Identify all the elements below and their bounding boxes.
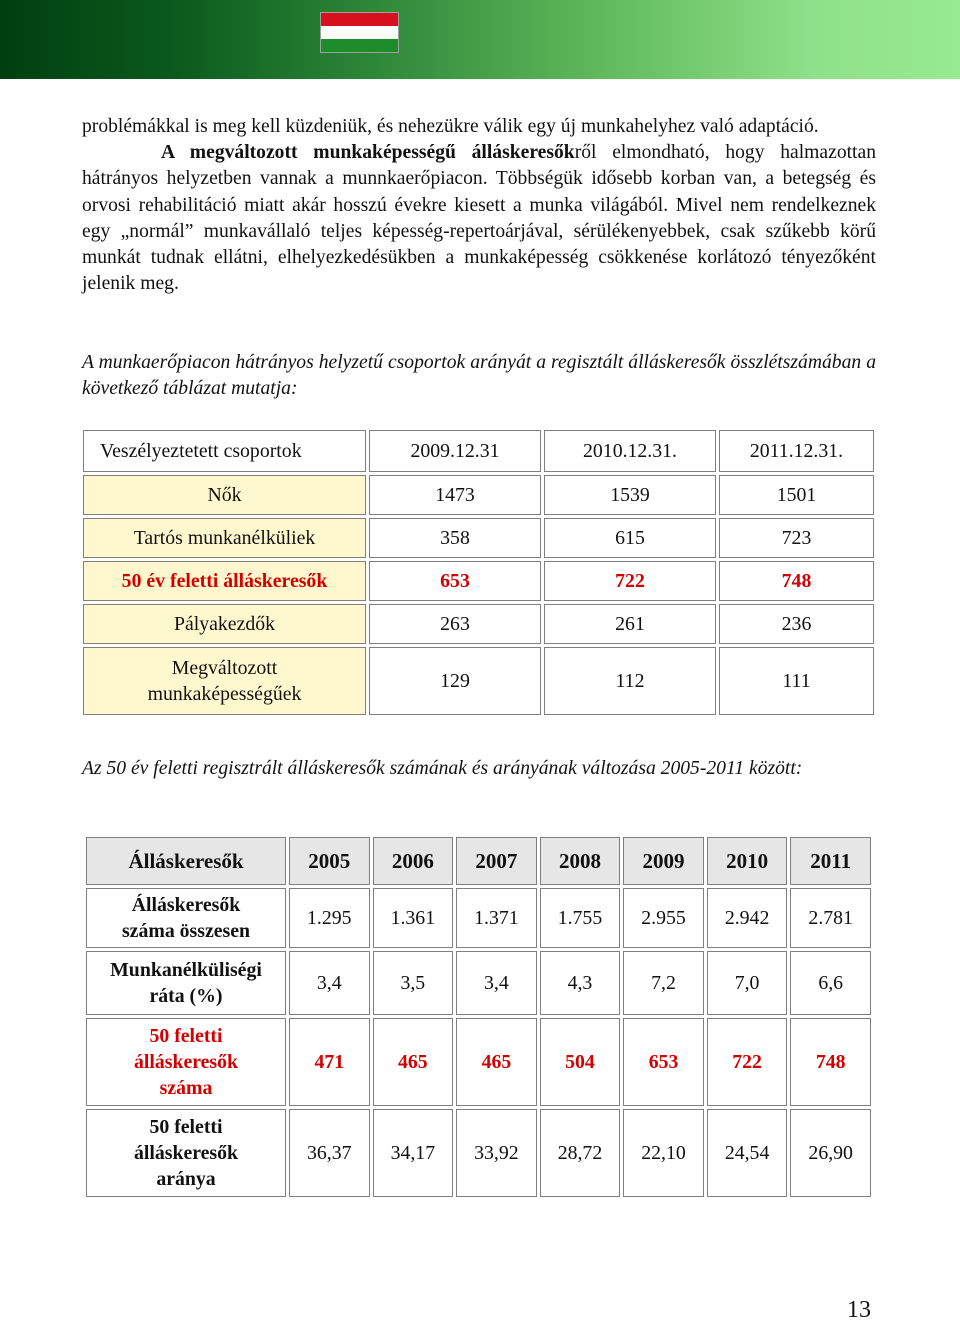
table-header-row: [83, 430, 874, 472]
table-cell: 22,10: [623, 1109, 704, 1197]
table-cell: 504: [540, 1018, 621, 1106]
table-cell: 34,17: [373, 1109, 454, 1197]
table-header-row: [86, 837, 871, 885]
table-cell: 236: [719, 604, 874, 644]
table-cell: 129: [369, 647, 541, 715]
table-header-cell: 2008: [540, 837, 621, 885]
table-cell: 1473: [369, 475, 541, 515]
table-cell: 1539: [544, 475, 716, 515]
table-cell: 465: [456, 1018, 537, 1106]
table-cell: 33,92: [456, 1109, 537, 1197]
table-header-cell: 2006: [373, 837, 454, 885]
table2-caption: Az 50 év feletti regisztrált álláskeresők számának és arányának változása 2005-2011 között:: [82, 758, 803, 779]
table-cell: 748: [719, 561, 874, 601]
table-header-cell: Álláskeresők: [86, 837, 286, 885]
over-50-jobseekers-table: [83, 834, 874, 1200]
table-cell: 1.755: [540, 888, 621, 948]
table-cell: 1.295: [289, 888, 370, 948]
table-cell: 653: [623, 1018, 704, 1106]
page-number: 13: [847, 1297, 871, 1323]
table-cell: 111: [719, 647, 874, 715]
table-cell: 358: [369, 518, 541, 558]
table-cell: 2.942: [707, 888, 788, 948]
table-cell: 722: [707, 1018, 788, 1106]
table-cell: 615: [544, 518, 716, 558]
row-label: Megváltozott munkaképességűek: [83, 647, 366, 715]
table-cell: 36,37: [289, 1109, 370, 1197]
row-label: Álláskeresők száma összesen: [86, 888, 286, 948]
table-cell: 4,3: [540, 951, 621, 1015]
table-row: [83, 604, 874, 644]
table-row-highlighted: [83, 561, 874, 601]
table-row-highlighted: [86, 1018, 871, 1106]
table-cell: 722: [544, 561, 716, 601]
table-cell: 7,0: [707, 951, 788, 1015]
table-row: [83, 475, 874, 515]
table-header-cell: 2010.12.31.: [544, 430, 716, 472]
table-cell: 1.371: [456, 888, 537, 948]
table-cell: 112: [544, 647, 716, 715]
row-label: 50 év feletti álláskeresők: [83, 561, 366, 601]
table-cell: 24,54: [707, 1109, 788, 1197]
table-cell: 3,5: [373, 951, 454, 1015]
table-header-cell: 2009: [623, 837, 704, 885]
table-row: [83, 518, 874, 558]
row-label: Tartós munkanélküliek: [83, 518, 366, 558]
hungarian-flag-icon: [320, 12, 399, 53]
page-header-band: [0, 0, 960, 79]
table-header-cell: 2010: [707, 837, 788, 885]
row-label: Munkanélküliségi ráta (%): [86, 951, 286, 1015]
table-row: [86, 888, 871, 948]
table-header-cell: 2011.12.31.: [719, 430, 874, 472]
row-label: Pályakezdők: [83, 604, 366, 644]
table-header-cell: 2007: [456, 837, 537, 885]
table-cell: 3,4: [456, 951, 537, 1015]
row-label: Nők: [83, 475, 366, 515]
table-cell: 28,72: [540, 1109, 621, 1197]
table-cell: 2.955: [623, 888, 704, 948]
table-row: [86, 951, 871, 1015]
row-label: 50 feletti álláskeresők aránya: [86, 1109, 286, 1197]
table-cell: 748: [790, 1018, 871, 1106]
table-cell: 2.781: [790, 888, 871, 948]
table-cell: 723: [719, 518, 874, 558]
table-header-cell: 2009.12.31: [369, 430, 541, 472]
table-cell: 465: [373, 1018, 454, 1106]
table-cell: 263: [369, 604, 541, 644]
disadvantaged-groups-table: [80, 427, 877, 718]
table1-caption: A munkaerőpiacon hátrányos helyzetű csoportok arányát a regisztált álláskeresők összlétszámában a következő táblázat mutatja:: [82, 352, 876, 400]
table-cell: 3,4: [289, 951, 370, 1015]
table-header-cell: Veszélyeztetett csoportok: [83, 430, 366, 472]
table-cell: 6,6: [790, 951, 871, 1015]
table-cell: 653: [369, 561, 541, 601]
table-cell: 1.361: [373, 888, 454, 948]
table-cell: 261: [544, 604, 716, 644]
intro-paragraph: problémákkal is meg kell küzdeniük, és nehezükre válik egy új munkahelyhez való adaptáció. A megváltozott munkaképességű álláskeresőkről elmondható, hogy halmazottan hátrányos helyzetben vannak a munnkaerőpiacon. Többségük idősebb korban van, a betegség és orvosi rehabilitáció miatt akár hosszú évekre kiesett a munka világából. Mivel nem rendelkeznek egy „normál” munkavállaló teljes képesség-repertoárjával, sérülékenyebbek, csak szűkebb körű munkát tudnak ellátni, elhelyezkedésükben a munkaképesség csökkenése korlátozó tényezőként jelenik meg.: [82, 116, 876, 295]
table-cell: 7,2: [623, 951, 704, 1015]
table-header-cell: 2005: [289, 837, 370, 885]
table-row: [83, 647, 874, 715]
table-cell: 1501: [719, 475, 874, 515]
row-label: 50 feletti álláskeresők száma: [86, 1018, 286, 1106]
table-row: [86, 1109, 871, 1197]
table-cell: 471: [289, 1018, 370, 1106]
table-header-cell: 2011: [790, 837, 871, 885]
table-cell: 26,90: [790, 1109, 871, 1197]
